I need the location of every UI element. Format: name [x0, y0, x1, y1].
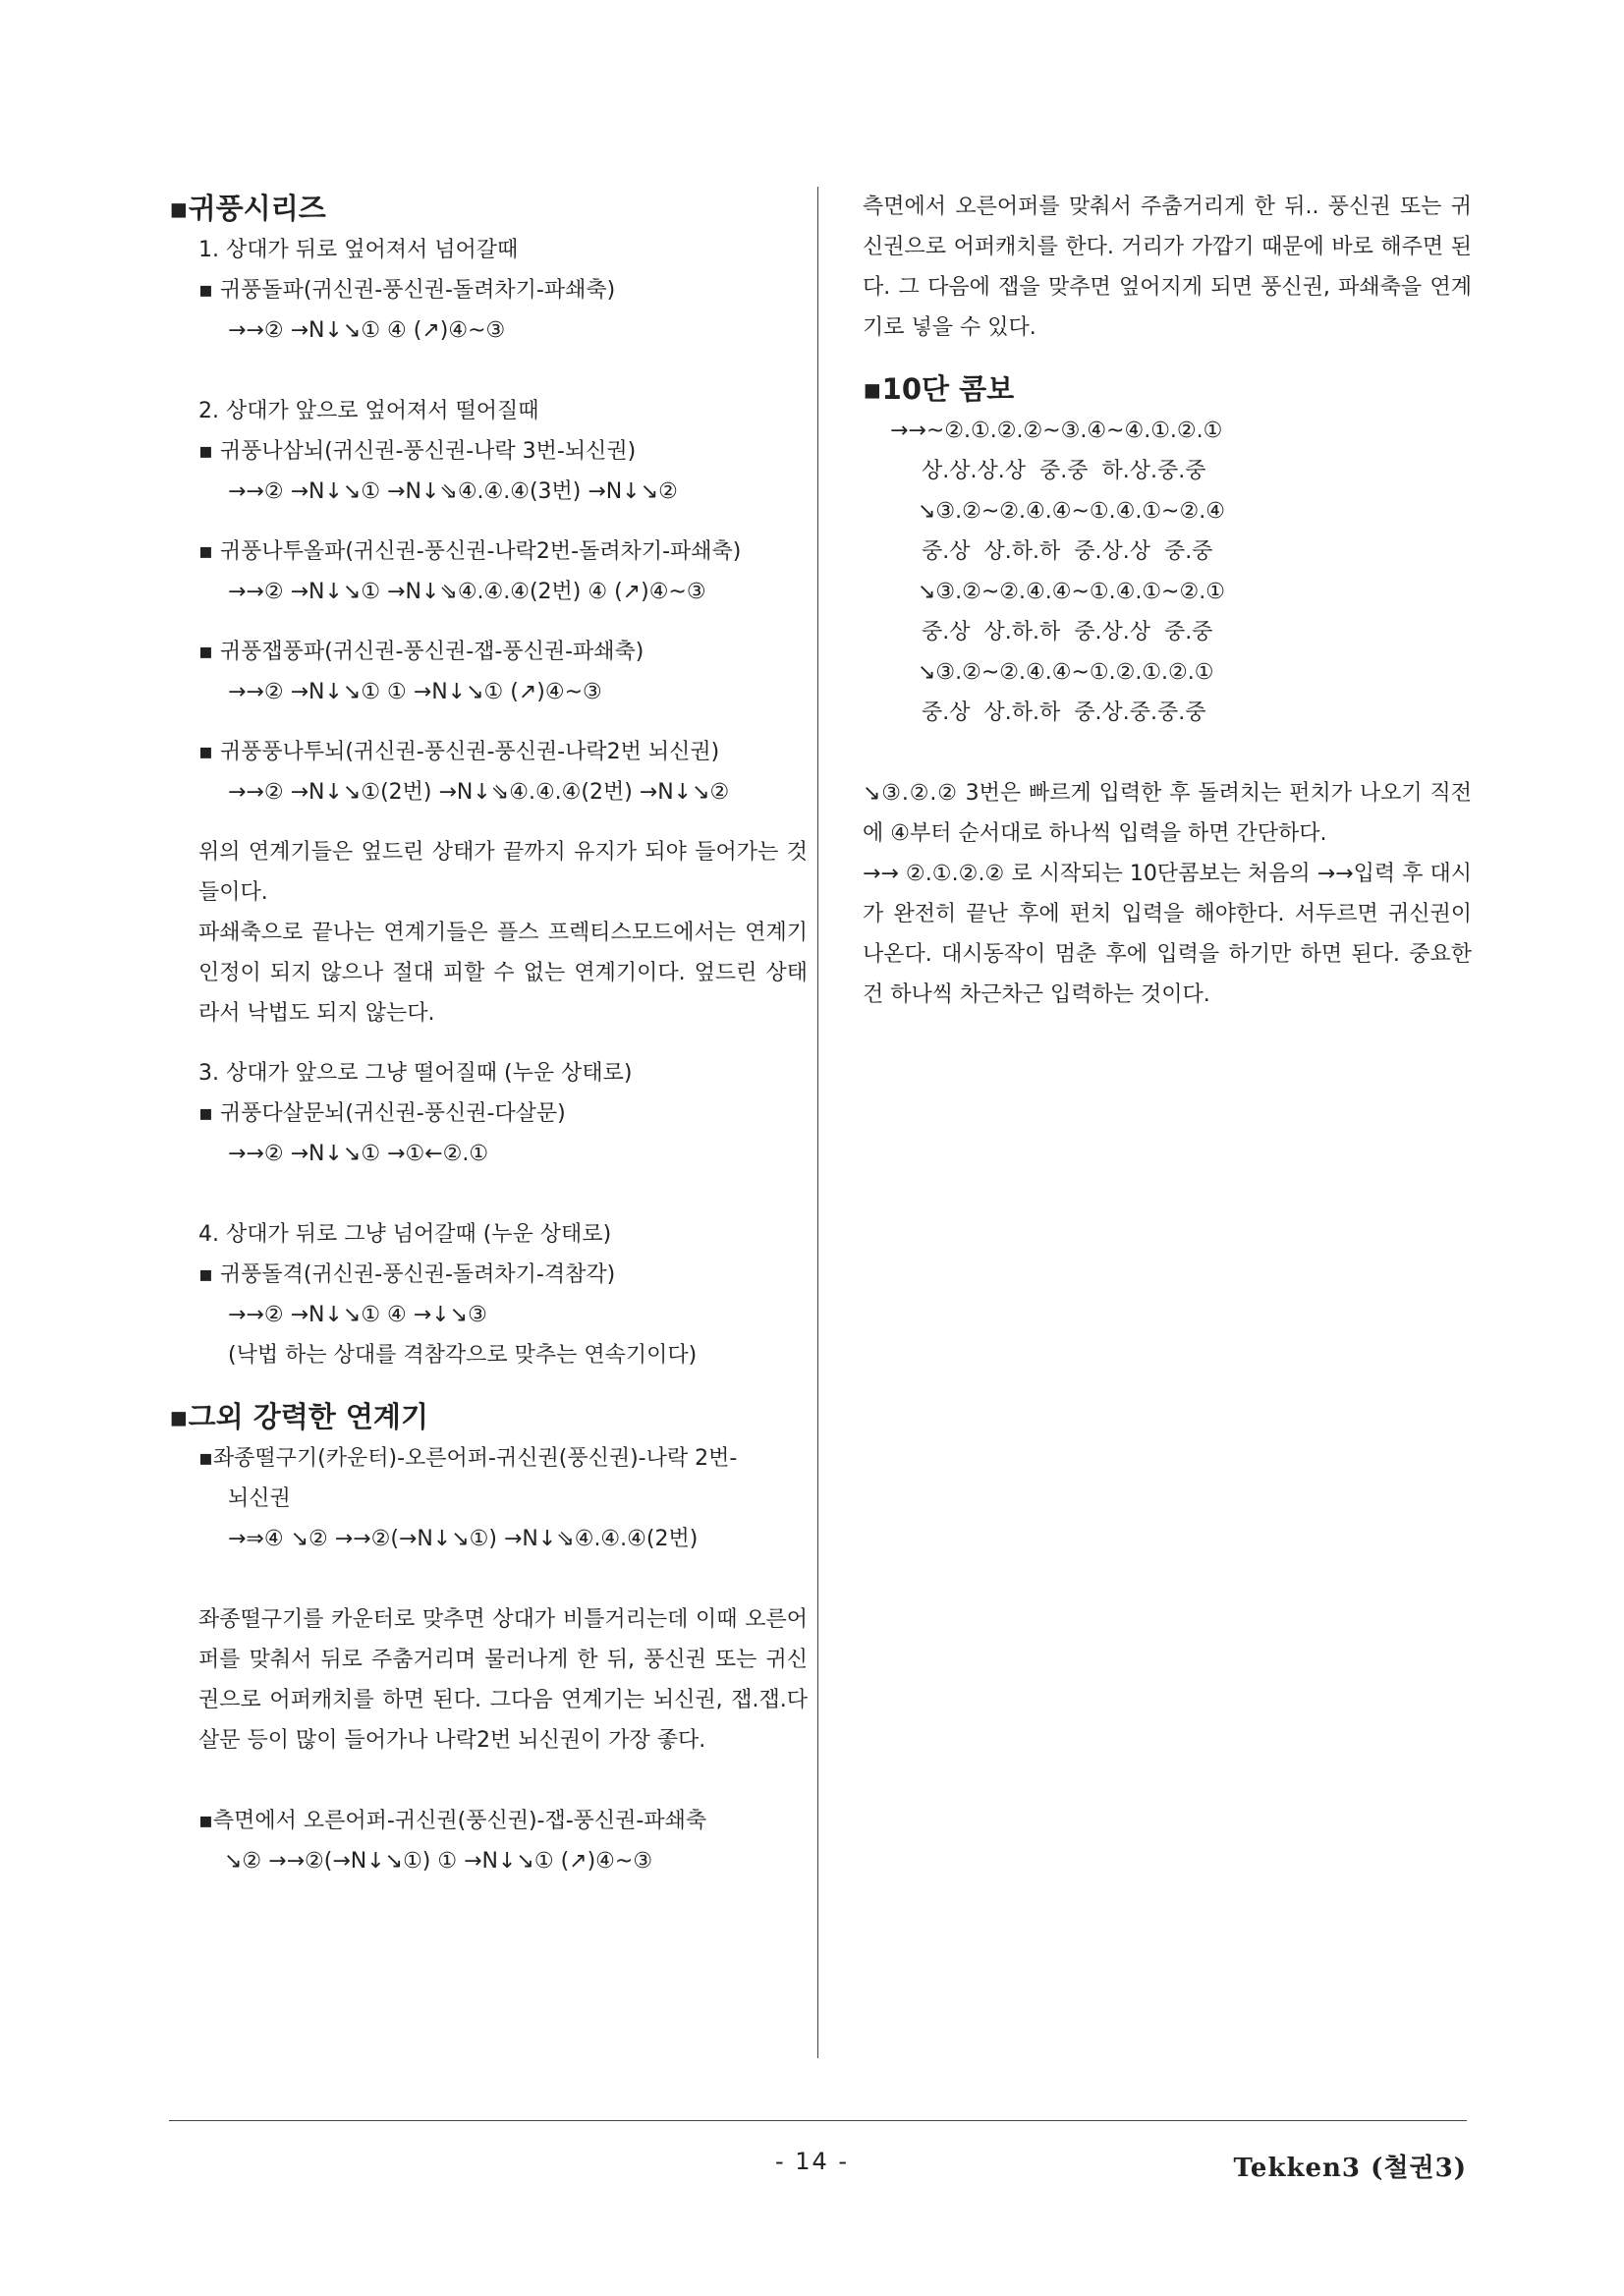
paragraph: ↘③.②.② 3번은 빠르게 입력한 후 돌려치는 펀치가 나오기 직전에 ④부터 순서대로 하나씩 입력을 하면 간단하다.	[863, 781, 1472, 846]
combo-name-cont: 뇌신권	[228, 1486, 291, 1511]
subsection-title-2: 2. 상대가 앞으로 엎어져서 떨어질때	[198, 399, 539, 423]
combo-name: ▪좌종떨구기(카운터)-오른어퍼-귀신권(풍신권)-나락 2번-	[198, 1446, 738, 1471]
combo-command: ↘③.②~②.④.④~①.④.①~②.④	[918, 499, 1225, 524]
combo-command: ↘③.②~②.④.④~①.②.①.②.①	[918, 660, 1214, 685]
hit-levels: 상.상.상.상 중.중 하.상.중.중	[922, 459, 1206, 483]
subsection-title-4: 4. 상대가 뒤로 그냥 넘어갈때 (누운 상태로)	[198, 1222, 612, 1247]
combo-command: →→② →N↓↘①(2번) →N↓⇘④.④.④(2번) →N↓↘②	[228, 780, 730, 805]
hit-levels: 중.상 상.하.하 중.상.상 중.중	[922, 539, 1213, 564]
combo-name: ▪ 귀풍돌파(귀신권-풍신권-돌려차기-파쇄축)	[198, 278, 616, 303]
subsection-title-1: 1. 상대가 뒤로 엎어져서 넘어갈때	[198, 238, 519, 262]
paragraph: 위의 연계기들은 엎드린 상태가 끝까지 유지가 되야 들어가는 것들이다.	[198, 840, 808, 905]
paragraph: →→ ②.①.②.② 로 시작되는 10단콤보는 처음의 →→입력 후 대시가 완전히 끝난 후에 펀치 입력을 해야한다. 서두르면 귀신권이 나온다. 대시동작이 멈춘 후에 입력을 하기만 하면 된다. 중요한건 하나씩 차근차근 입력하는 것이다.	[863, 862, 1472, 1007]
right-column	[863, 187, 1472, 1015]
combo-name: ▪측면에서 오른어퍼-귀신권(풍신권)-잽-풍신권-파쇄축	[198, 1809, 707, 1833]
combo-command: →→② →N↓↘① ① →N↓↘① (↗)④~③	[228, 680, 602, 704]
combo-command: →→② →N↓↘① →N↓⇘④.④.④(3번) →N↓↘②	[228, 479, 678, 504]
combo-name: ▪ 귀풍나삼뇌(귀신권-풍신권-나락 3번-뇌신권)	[198, 439, 637, 464]
combo-name: ▪ 귀풍돌격(귀신권-풍신권-돌려차기-격참각)	[198, 1262, 616, 1287]
paragraph: 측면에서 오른어퍼를 맞춰서 주춤거리게 한 뒤.. 풍신권 또는 귀신권으로 어퍼캐치를 한다. 거리가 가깝기 때문에 바로 해주면 된다. 그 다음에 잽을 맞추면 엎어지게 되면 풍신권, 파쇄축을 연계기로 넣을 수 있다.	[863, 195, 1472, 340]
combo-command: ↘② →→②(→N↓↘①) ① →N↓↘① (↗)④~③	[224, 1849, 653, 1874]
section-heading-10hit: ▪10단 콤보	[863, 372, 1015, 406]
combo-name: ▪ 귀풍잽풍파(귀신권-풍신권-잽-풍신권-파쇄축)	[198, 640, 644, 664]
combo-command: →→~②.①.②.②~③.④~④.①.②.①	[890, 419, 1223, 443]
combo-name: ▪ 귀풍나투올파(귀신권-풍신권-나락2번-돌려차기-파쇄축)	[198, 539, 742, 564]
paragraph: 좌종떨구기를 카운터로 맞추면 상대가 비틀거리는데 이때 오른어퍼를 맞춰서 뒤로 주춤거리며 물러나게 한 뒤, 풍신권 또는 귀신권으로 어퍼캐치를 하면 된다. 그다음 연계기는 뇌신권, 잽.잽.다살문 등이 많이 들어가나 나락2번 뇌신권이 가장 좋다.	[198, 1607, 808, 1753]
combo-name: ▪ 귀풍풍나투뇌(귀신권-풍신권-풍신권-나락2번 뇌신권)	[198, 740, 720, 764]
combo-command: →→② →N↓↘① →①←②.①	[228, 1142, 489, 1166]
paragraph: 파쇄축으로 끝나는 연계기들은 플스 프렉티스모드에서는 연계기 인정이 되지 않으나 절대 피할 수 없는 연계기이다. 엎드린 상태라서 낙법도 되지 않는다.	[198, 921, 808, 1026]
footer-title: Tekken3 (철권3)	[1233, 2154, 1467, 2183]
subsection-title-3: 3. 상대가 앞으로 그냥 떨어질때 (누운 상태로)	[198, 1061, 633, 1086]
combo-command: →→② →N↓↘① ④ (↗)④~③	[228, 318, 506, 343]
hit-levels: 중.상 상.하.하 중.상.중.중.중	[922, 700, 1206, 725]
left-column	[169, 187, 808, 1881]
combo-name: ▪ 귀풍다살문뇌(귀신권-풍신권-다살문)	[198, 1101, 566, 1126]
combo-command: →→② →N↓↘① →N↓⇘④.④.④(2번) ④ (↗)④~③	[228, 580, 706, 604]
column-divider	[817, 187, 818, 2058]
combo-command: →⇒④ ↘② →→②(→N↓↘①) →N↓⇘④.④.④(2번)	[228, 1527, 699, 1551]
combo-note: (낙법 하는 상대를 격참각으로 맞추는 연속기이다)	[228, 1343, 698, 1368]
combo-command: →→② →N↓↘① ④ →↓↘③	[228, 1303, 487, 1327]
section-heading-gwipung: ▪귀풍시리즈	[169, 192, 326, 225]
page-number: - 14 -	[774, 2148, 850, 2175]
section-heading-other: ▪그외 강력한 연계기	[169, 1400, 428, 1433]
footer-rule	[169, 2120, 1467, 2121]
hit-levels: 중.상 상.하.하 중.상.상 중.중	[922, 620, 1213, 644]
combo-command: ↘③.②~②.④.④~①.④.①~②.①	[918, 580, 1225, 604]
